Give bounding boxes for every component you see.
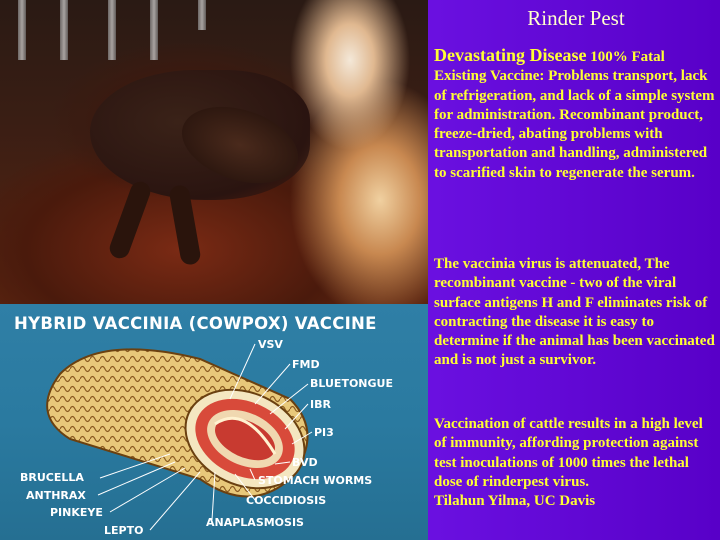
paragraph-1-body: Existing Vaccine: Problems transport, lack of refrigeration, and lack of a simple system for administration. Recombinant product, freeze-dried, abating problems with transportation and handling, administered to scarified skin to regenerate the serum. (434, 68, 715, 181)
label-ibr: IBR (310, 398, 331, 411)
label-coccidiosis: COCCIDIOSIS (246, 494, 327, 507)
label-fmd: FMD (292, 358, 320, 371)
paragraph-disease (434, 46, 716, 183)
label-bluetongue: BLUETONGUE (310, 377, 393, 390)
label-anthrax: ANTHRAX (26, 489, 86, 502)
vaccine-diagram (0, 304, 428, 540)
label-pi3: PI3 (314, 426, 334, 439)
credit: Tilahun Yilma, UC Davis (434, 493, 596, 510)
paragraph-vaccination (434, 415, 716, 511)
pen-bars (0, 0, 428, 60)
label-stomach-worms: STOMACH WORMS (258, 474, 373, 487)
paragraph-vaccinia: The vaccinia virus is attenuated, The recombinant vaccine - two of the viral surface antigens H and F eliminates risk of contracting the disease it is easy to determine if the animal has been vaccinated and is not just a survivor. (434, 256, 715, 369)
heading-note: 100% Fatal (590, 49, 665, 65)
label-vsv: VSV (258, 338, 283, 351)
label-pinkeye: PINKEYE (50, 506, 103, 519)
label-brucella: BRUCELLA (20, 471, 84, 484)
label-lepto: LEPTO (104, 524, 144, 537)
label-bvd: BVD (292, 456, 318, 469)
label-anaplasmosis: ANAPLASMOSIS (206, 516, 304, 529)
cow-photo (0, 0, 428, 304)
slide-title: Rinder Pest (527, 6, 625, 30)
virus-illustration (0, 304, 428, 540)
heading-devastating: Devastating Disease (434, 45, 587, 65)
diagram-title: HYBRID VACCINIA (COWPOX) VACCINE (14, 314, 377, 333)
paragraph-3-body: Vaccination of cattle results in a high level of immunity, affording protection against test inoculations of 1000 times the lethal dose of rinderpest virus. (434, 416, 703, 490)
